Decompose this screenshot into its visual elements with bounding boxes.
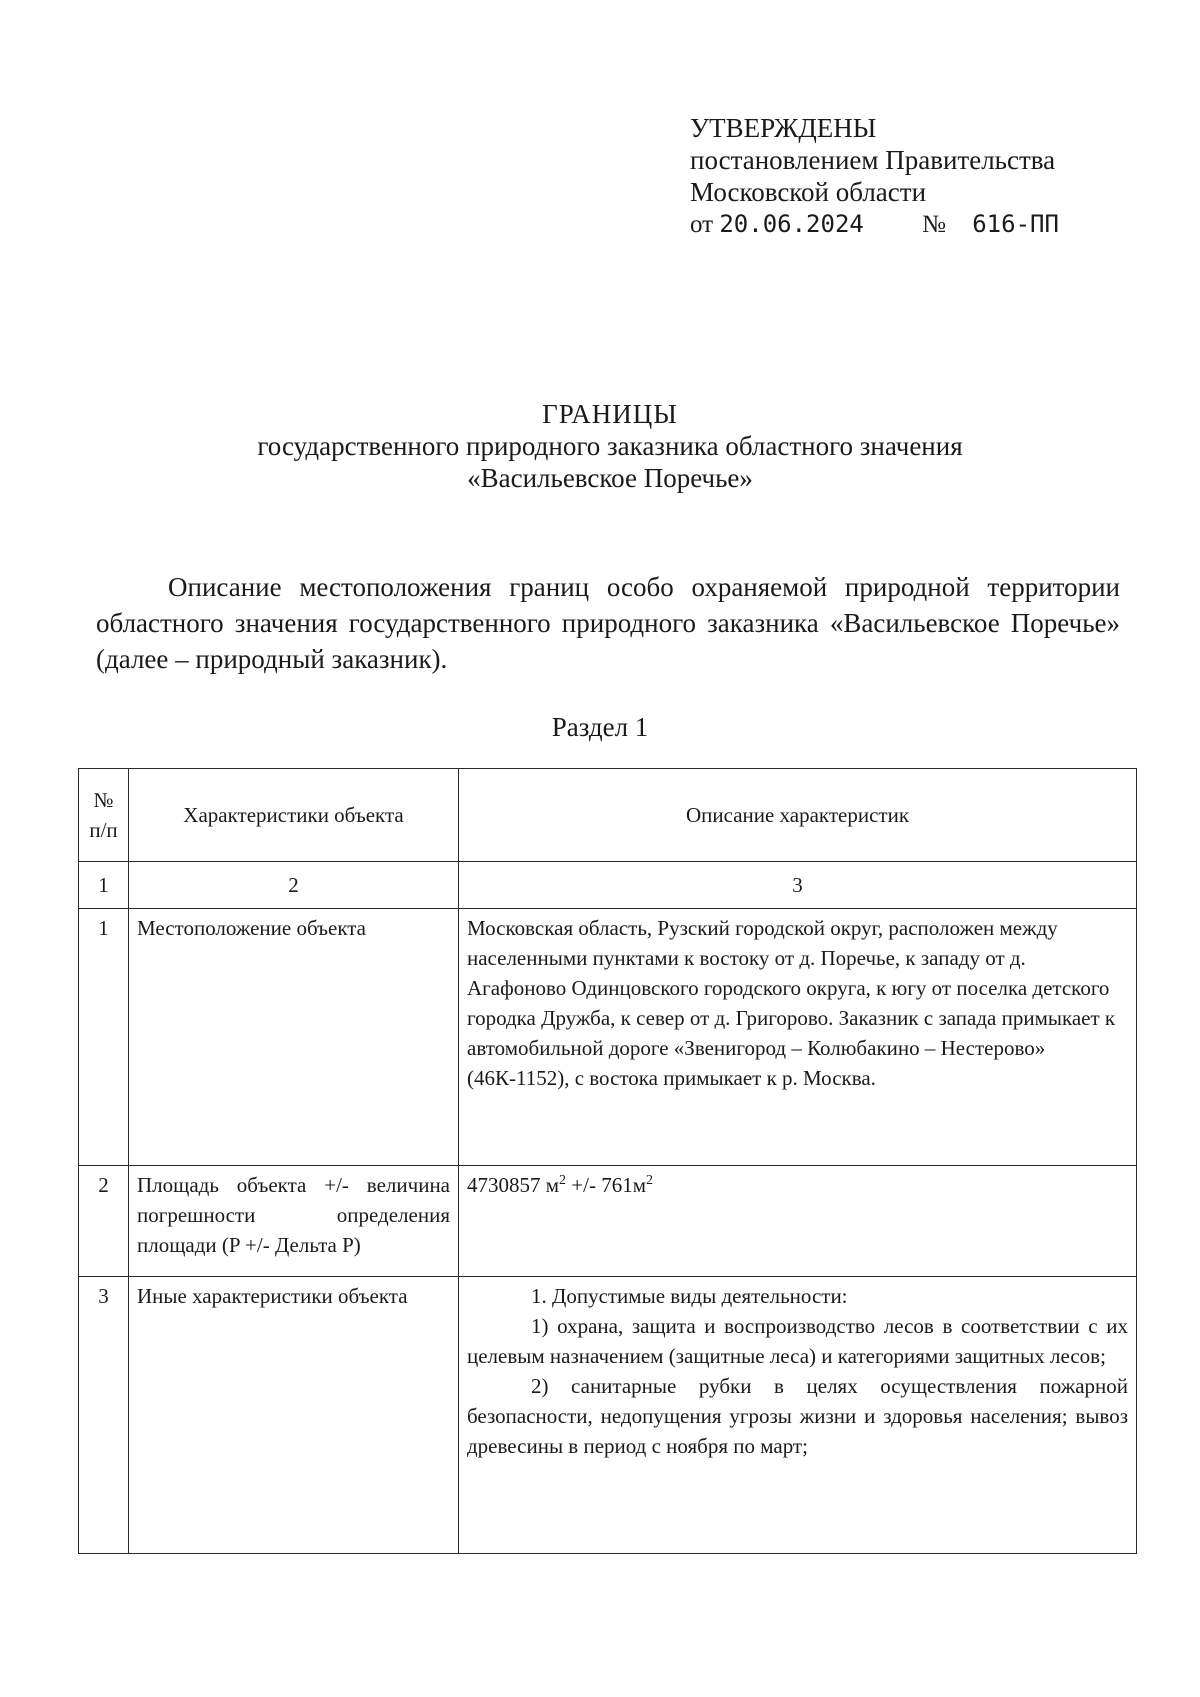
section-heading: Раздел 1: [551, 712, 649, 742]
date-prefix: от: [690, 211, 714, 238]
table-row: [79, 1277, 1137, 1554]
index-cell-3: 3: [459, 862, 1137, 909]
header-description: Описание характеристик: [459, 769, 1137, 862]
approval-date-line: [690, 208, 1130, 241]
document-title: [150, 398, 1070, 494]
intro-paragraph: Описание местоположения границ особо охраняемой природной территории областного значения государственного природного заказника «Васильевское Поречье» (далее – природный заказник).: [96, 572, 1120, 674]
area-value: 4730857 м: [467, 1173, 560, 1197]
table-header-row: [79, 769, 1137, 862]
row-num: 1: [79, 909, 129, 1166]
title-line-2: «Васильевское Поречье»: [467, 463, 753, 493]
allowed-activities-heading: 1. Допустимые виды деятельности:: [531, 1284, 848, 1308]
header-num: № п/п: [79, 769, 129, 862]
area-error-exponent: 2: [646, 1173, 654, 1188]
activity-item-2: 2) санитарные рубки в целях осуществления пожарной безопасности, недопущения угрозы жизни и здоровья населения; вывоз древесины в период с ноября по март;: [467, 1374, 1128, 1458]
approval-heading: УТВЕРЖДЕНЫ: [690, 113, 877, 143]
row-num: 2: [79, 1166, 129, 1277]
approval-line-2: Московской области: [690, 177, 927, 207]
row-num: 3: [79, 1277, 129, 1554]
row-description: Московская область, Рузский городской округ, расположен между населенными пунктами к востоку от д. Поречье, к западу от д. Агафоново Одинцовского городского округа, к югу от поселка детского городка Дружба, к север от д. Григорово. Заказник с запада примыкает к автомобильной дороге «Звенигород – Колюбакино – Нестерово» (46К-1152), с востока примыкает к р. Москва.: [459, 909, 1137, 1166]
approval-block: [690, 112, 1130, 241]
header-characteristics: Характеристики объекта: [129, 769, 459, 862]
index-cell-2: 2: [129, 862, 459, 909]
row-characteristic: Площадь объекта +/- величина погрешности определения площади (P +/- Дельта P): [129, 1166, 459, 1277]
row-characteristic: Иные характеристики объекта: [129, 1277, 459, 1554]
title-main: ГРАНИЦЫ: [542, 399, 678, 429]
approval-number: 616-ПП: [972, 210, 1059, 238]
area-unit-exponent: 2: [559, 1173, 567, 1188]
table-row: [79, 1166, 1137, 1277]
title-line-1: государственного природного заказника областного значения: [257, 431, 963, 461]
number-sign: №: [922, 211, 946, 238]
row-characteristic: Местоположение объекта: [129, 909, 459, 1166]
approval-date: 20.06.2024: [719, 210, 864, 238]
characteristics-table: [78, 768, 1137, 1554]
row-description: [459, 1277, 1137, 1554]
row-area-value: [459, 1166, 1137, 1277]
table-row: [79, 909, 1137, 1166]
activity-item-1: 1) охрана, защита и воспроизводство лесов в соответствии с их целевым назначением (защитные леса) и категориями защитных лесов;: [467, 1314, 1128, 1368]
index-cell-1: 1: [79, 862, 129, 909]
area-error: +/- 761м: [566, 1173, 647, 1197]
table-index-row: [79, 862, 1137, 909]
approval-line-1: постановлением Правительства: [690, 145, 1056, 175]
